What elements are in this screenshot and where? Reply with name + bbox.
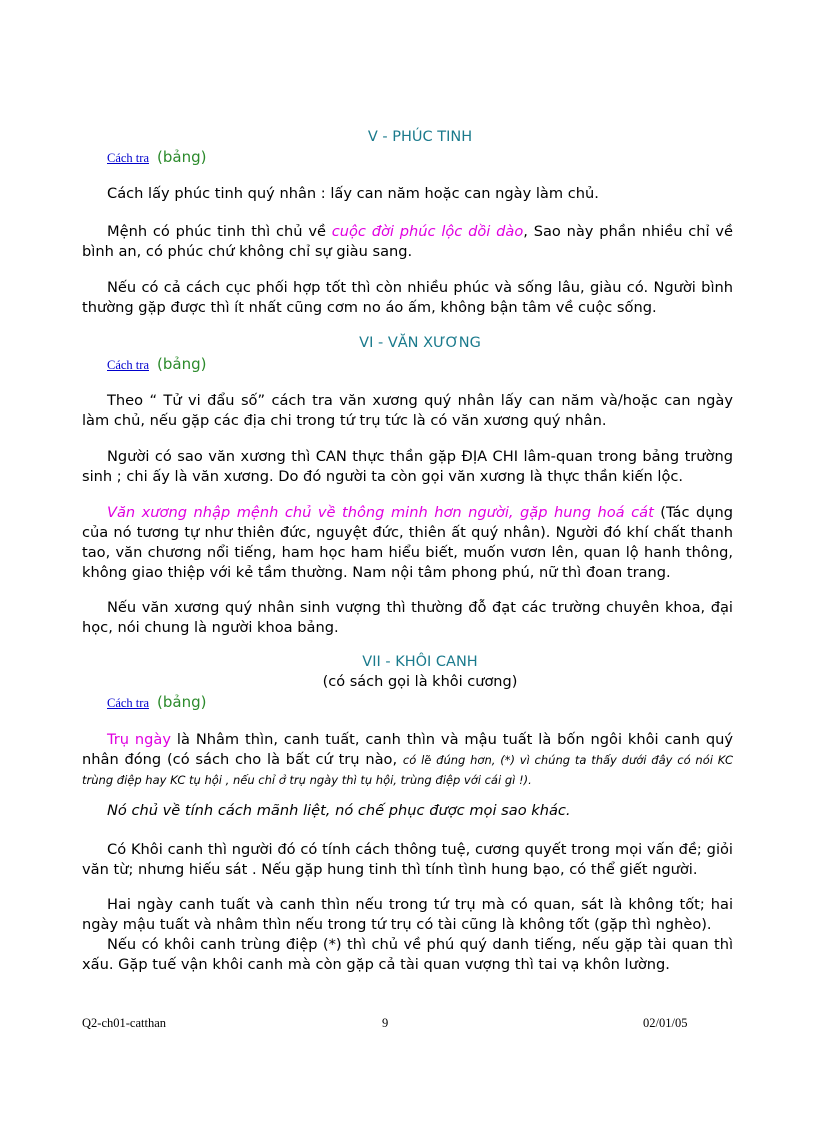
emphasis-text: Văn xương nhập mệnh chủ về thông minh hơn người, gặp hung hoá cát [107, 504, 654, 521]
paragraph: Cách lấy phúc tinh quý nhân : lấy can năm hoặc can ngày làm chủ. [107, 185, 599, 202]
paragraph: Người có sao văn xương thì CAN thực thần gặp ĐỊA CHI lâm-quan trong bảng trường sinh ; chi ấy là văn xương. Do đó người ta còn gọi văn xương là thực thần kiến lộc. [82, 448, 733, 485]
section-heading-phuc-tinh: V - PHÚC TINH [367, 129, 473, 145]
lookup-row-khoi-canh [107, 692, 206, 711]
paragraph-text: (Tác dụng của nó tương tự như thiên đức, nguyệt đức, thiên ất quý nhân). Người đó khí chất thanh tao, văn chương nổi tiếng, ham học ham hiểu biết, muốn vươn lên, quan lộ hanh thông, không giao thiệp với kẻ tầm thường. Nam nội tâm phong phú, nữ thì đoan trang. [82, 504, 733, 581]
footer-filename: Q2-ch01-catthan [82, 1016, 166, 1030]
paragraph [82, 730, 733, 790]
emphasis-text: Trụ ngày [107, 731, 172, 748]
section-subheading: (có sách gọi là khôi cương) [322, 674, 518, 690]
paragraph-text: Mệnh có phúc tinh thì chủ về [107, 223, 332, 240]
footer-date: 02/01/05 [643, 1016, 688, 1030]
paragraph: Nếu có khôi canh trùng điệp (*) thì chủ về phú quý danh tiếng, nếu gặp tài quan thì xấu. Gặp tuế vận khôi canh mà còn gặp cả tài quan vượng thì tai vạ khôn lường. [82, 936, 733, 973]
paragraph: Hai ngày canh tuất và canh thìn nếu trong tứ trụ mà có quan, sát là không tốt; hai ngày mậu tuất và nhâm thìn nếu trong tứ trụ có tài cũng là không tốt (gặp thì nghèo). [82, 896, 733, 933]
section-heading-van-xuong: VI - VĂN XƯƠNG [359, 335, 481, 351]
paragraph: Theo “ Tử vi đẩu số” cách tra văn xương quý nhân lấy can năm và/hoặc can ngày làm chủ, nếu gặp các địa chi trong tứ trụ tức là có văn xương quý nhân. [82, 392, 733, 429]
section-heading-khoi-canh: VII - KHÔI CANH [362, 654, 478, 670]
footer-page-number: 9 [382, 1016, 389, 1030]
note-text: có lẽ đúng hơn, (*) vì chúng ta thấy dưới đây có nói KC trùng điệp hay KC tụ hội , nếu chỉ ở trụ ngày thì tụ hội, trùng điệp với cái gì !). [82, 753, 733, 787]
lookup-row-van-xuong [107, 354, 206, 373]
paragraph: Có Khôi canh thì người đó có tính cách thông tuệ, cương quyết trong mọi vấn đề; giỏi văn từ; nhưng hiếu sát . Nếu gặp hung tinh thì tính tình hung bạo, có thể giết người. [82, 841, 733, 878]
cach-tra-link[interactable]: Cách tra [107, 358, 149, 372]
paragraph [82, 222, 733, 262]
paragraph-text: , Sao này phần nhiều chỉ về bình an, có phúc chứ không chỉ sự giàu sang. [82, 223, 734, 260]
bang-label: (bảng) [157, 148, 207, 166]
paragraph: Nếu văn xương quý nhân sinh vượng thì thường đỗ đạt các trường chuyên khoa, đại học, nói chung là người khoa bảng. [82, 599, 733, 636]
paragraph-text: là Nhâm thìn, canh tuất, canh thìn và mậu tuất là bốn ngôi khôi canh quý nhân đóng (có sách cho là bất cứ trụ nào, [82, 731, 733, 768]
bang-label: (bảng) [157, 693, 207, 711]
emphasis-text: cuộc đời phúc lộc dồi dào [331, 223, 524, 240]
bang-label: (bảng) [157, 355, 207, 373]
paragraph [82, 503, 733, 583]
cach-tra-link[interactable]: Cách tra [107, 151, 149, 165]
lookup-row-phuc-tinh [107, 147, 206, 166]
cach-tra-link[interactable]: Cách tra [107, 696, 149, 710]
paragraph: Nó chủ về tính cách mãnh liệt, nó chế phục được mọi sao khác. [107, 802, 571, 819]
paragraph: Nếu có cả cách cục phối hợp tốt thì còn nhiều phúc và sống lâu, giàu có. Người bình thường gặp được thì ít nhất cũng cơm no áo ấm, không bận tâm về cuộc sống. [82, 279, 733, 316]
